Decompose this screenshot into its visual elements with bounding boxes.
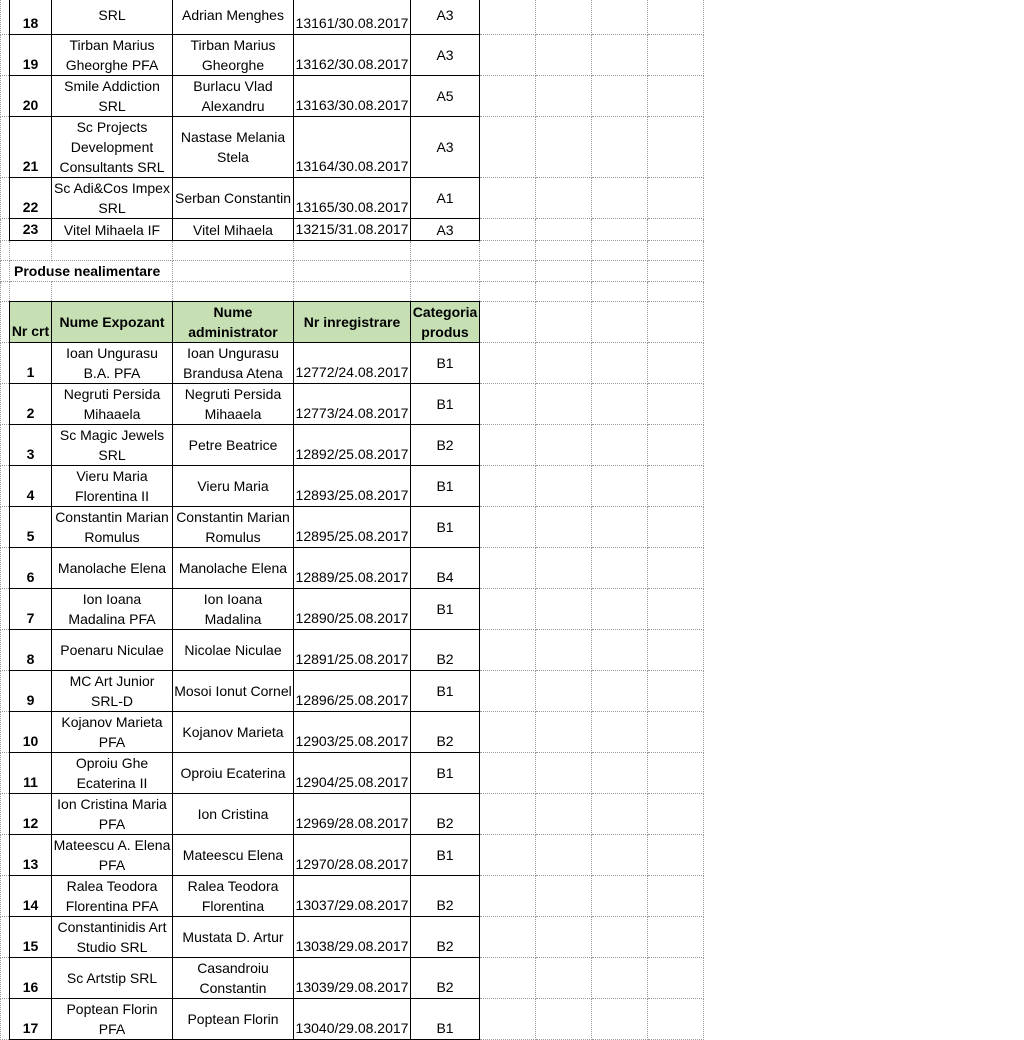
empty-cell xyxy=(592,671,648,712)
admin-cell: Petre Beatrice xyxy=(173,425,294,466)
admin-cell: Manolache Elena xyxy=(173,548,294,589)
empty-cell xyxy=(648,876,704,917)
empty-cell xyxy=(411,261,480,282)
category-cell: A3 xyxy=(411,0,480,35)
empty-cell xyxy=(592,712,648,753)
table-row xyxy=(1,219,704,241)
empty-cell xyxy=(592,302,648,343)
empty-cell xyxy=(480,178,536,219)
reg-cell: 12969/28.08.2017 xyxy=(294,794,411,835)
margin-cell xyxy=(1,712,10,753)
nr-cell: 6 xyxy=(10,548,52,589)
admin-cell: Tirban Marius Gheorghe xyxy=(173,35,294,76)
admin-cell: Poptean Florin xyxy=(173,999,294,1040)
empty-cell xyxy=(294,261,411,282)
empty-cell xyxy=(592,178,648,219)
empty-cell xyxy=(173,261,294,282)
nr-cell: 19 xyxy=(10,35,52,76)
empty-cell xyxy=(480,466,536,507)
empty-cell xyxy=(536,958,592,999)
table-row xyxy=(1,35,704,76)
empty-cell xyxy=(648,282,704,302)
nr-cell: 17 xyxy=(10,999,52,1040)
reg-cell: 12889/25.08.2017 xyxy=(294,548,411,589)
table-row xyxy=(1,548,704,589)
nr-cell: 15 xyxy=(10,917,52,958)
empty-cell xyxy=(536,712,592,753)
reg-cell: 12893/25.08.2017 xyxy=(294,466,411,507)
table-row xyxy=(1,917,704,958)
reg-cell: 13039/29.08.2017 xyxy=(294,958,411,999)
margin-cell xyxy=(1,753,10,794)
spacer-row xyxy=(1,241,704,261)
empty-cell xyxy=(536,671,592,712)
margin-cell xyxy=(1,425,10,466)
empty-cell xyxy=(648,0,704,35)
empty-cell xyxy=(480,302,536,343)
margin-cell xyxy=(1,589,10,630)
reg-cell: 13040/29.08.2017 xyxy=(294,999,411,1040)
reg-cell: 12892/25.08.2017 xyxy=(294,425,411,466)
empty-cell xyxy=(648,76,704,117)
expozant-cell: Sc Artstip SRL xyxy=(52,958,173,999)
table-row xyxy=(1,630,704,671)
admin-cell: Vieru Maria xyxy=(173,466,294,507)
table-row xyxy=(1,343,704,384)
empty-cell xyxy=(648,466,704,507)
empty-cell xyxy=(10,241,52,261)
admin-cell: Nicolae Niculae xyxy=(173,630,294,671)
nr-cell: 23 xyxy=(10,219,52,241)
empty-cell xyxy=(536,835,592,876)
empty-cell xyxy=(648,630,704,671)
table-row xyxy=(1,178,704,219)
expozant-cell: SRL xyxy=(52,0,173,35)
expozant-cell: Constantinidis Art Studio SRL xyxy=(52,917,173,958)
empty-cell xyxy=(536,548,592,589)
table-row xyxy=(1,384,704,425)
category-cell: A3 xyxy=(411,117,480,178)
table-row xyxy=(1,117,704,178)
admin-cell: Mosoi Ionut Cornel xyxy=(173,671,294,712)
header-reg: Nr inregistrare xyxy=(294,302,411,343)
empty-cell xyxy=(592,219,648,241)
nr-cell: 7 xyxy=(10,589,52,630)
empty-cell xyxy=(536,466,592,507)
empty-cell xyxy=(592,384,648,425)
table-row xyxy=(1,958,704,999)
empty-cell xyxy=(592,999,648,1040)
empty-cell xyxy=(411,241,480,261)
empty-cell xyxy=(480,876,536,917)
category-cell: A3 xyxy=(411,219,480,241)
margin-cell xyxy=(1,343,10,384)
admin-cell: Nastase Melania Stela xyxy=(173,117,294,178)
empty-cell xyxy=(536,35,592,76)
empty-cell xyxy=(10,282,52,302)
header-expozant: Nume Expozant xyxy=(52,302,173,343)
empty-cell xyxy=(480,282,536,302)
empty-cell xyxy=(536,794,592,835)
empty-cell xyxy=(592,261,648,282)
margin-cell xyxy=(1,958,10,999)
margin-cell xyxy=(1,794,10,835)
table-row xyxy=(1,712,704,753)
section-row xyxy=(1,261,704,282)
reg-cell: 12970/28.08.2017 xyxy=(294,835,411,876)
margin-cell xyxy=(1,261,10,282)
margin-cell xyxy=(1,466,10,507)
category-cell: B2 xyxy=(411,794,480,835)
nr-cell: 20 xyxy=(10,76,52,117)
admin-cell: Negruti Persida Mihaaela xyxy=(173,384,294,425)
nr-cell: 14 xyxy=(10,876,52,917)
empty-cell xyxy=(480,35,536,76)
admin-cell: Constantin Marian Romulus xyxy=(173,507,294,548)
empty-cell xyxy=(536,343,592,384)
margin-cell xyxy=(1,917,10,958)
empty-cell xyxy=(480,343,536,384)
expozant-cell: Vieru Maria Florentina II xyxy=(52,466,173,507)
header-admin: Nume administrator xyxy=(173,302,294,343)
admin-cell: Ioan Ungurasu Brandusa Atena xyxy=(173,343,294,384)
empty-cell xyxy=(536,917,592,958)
empty-cell xyxy=(480,630,536,671)
empty-cell xyxy=(411,282,480,302)
empty-cell xyxy=(536,589,592,630)
nr-cell: 21 xyxy=(10,117,52,178)
empty-cell xyxy=(536,76,592,117)
reg-cell: 12904/25.08.2017 xyxy=(294,753,411,794)
admin-cell: Adrian Menghes xyxy=(173,0,294,35)
reg-cell: 12891/25.08.2017 xyxy=(294,630,411,671)
table-row xyxy=(1,835,704,876)
empty-cell xyxy=(592,958,648,999)
empty-cell xyxy=(592,0,648,35)
table-row xyxy=(1,425,704,466)
admin-cell: Kojanov Marieta xyxy=(173,712,294,753)
margin-cell xyxy=(1,999,10,1040)
empty-cell xyxy=(648,671,704,712)
nr-cell: 4 xyxy=(10,466,52,507)
expozant-cell: Kojanov Marieta PFA xyxy=(52,712,173,753)
expozant-cell: Ralea Teodora Florentina PFA xyxy=(52,876,173,917)
empty-cell xyxy=(648,794,704,835)
empty-cell xyxy=(648,548,704,589)
reg-cell: 13215/31.08.2017 xyxy=(294,219,411,241)
expozant-cell: Sc Adi&Cos Impex SRL xyxy=(52,178,173,219)
category-cell: B1 xyxy=(411,671,480,712)
empty-cell xyxy=(536,507,592,548)
category-cell: B2 xyxy=(411,425,480,466)
empty-cell xyxy=(592,466,648,507)
empty-cell xyxy=(592,117,648,178)
reg-cell: 12895/25.08.2017 xyxy=(294,507,411,548)
empty-cell xyxy=(592,589,648,630)
empty-cell xyxy=(480,117,536,178)
empty-cell xyxy=(648,261,704,282)
empty-cell xyxy=(294,241,411,261)
expozant-cell: Mateescu A. Elena PFA xyxy=(52,835,173,876)
table-row xyxy=(1,876,704,917)
empty-cell xyxy=(480,753,536,794)
category-cell: B1 xyxy=(411,466,480,507)
empty-cell xyxy=(648,219,704,241)
empty-cell xyxy=(536,219,592,241)
margin-cell xyxy=(1,384,10,425)
empty-cell xyxy=(480,507,536,548)
empty-cell xyxy=(648,35,704,76)
margin-cell xyxy=(1,178,10,219)
admin-cell: Ion Cristina xyxy=(173,794,294,835)
expozant-cell: MC Art Junior SRL-D xyxy=(52,671,173,712)
admin-cell: Casandroiu Constantin xyxy=(173,958,294,999)
category-cell: B2 xyxy=(411,876,480,917)
empty-cell xyxy=(536,282,592,302)
nr-cell: 3 xyxy=(10,425,52,466)
margin-cell xyxy=(1,35,10,76)
empty-cell xyxy=(480,958,536,999)
admin-cell: Ion Ioana Madalina xyxy=(173,589,294,630)
empty-cell xyxy=(480,917,536,958)
category-cell: B2 xyxy=(411,917,480,958)
empty-cell xyxy=(480,671,536,712)
empty-cell xyxy=(1,241,10,261)
empty-cell xyxy=(592,282,648,302)
category-cell: A1 xyxy=(411,178,480,219)
empty-cell xyxy=(648,425,704,466)
reg-cell: 13162/30.08.2017 xyxy=(294,35,411,76)
category-cell: B1 xyxy=(411,835,480,876)
spacer-row xyxy=(1,282,704,302)
reg-cell: 12890/25.08.2017 xyxy=(294,589,411,630)
table-row xyxy=(1,794,704,835)
empty-cell xyxy=(536,876,592,917)
empty-cell xyxy=(592,343,648,384)
empty-cell xyxy=(592,876,648,917)
reg-cell: 13161/30.08.2017 xyxy=(294,0,411,35)
admin-cell: Burlacu Vlad Alexandru xyxy=(173,76,294,117)
expozant-cell: Sc Magic Jewels SRL xyxy=(52,425,173,466)
header-nr: Nr crt xyxy=(10,302,52,343)
reg-cell: 13037/29.08.2017 xyxy=(294,876,411,917)
empty-cell xyxy=(592,507,648,548)
expozant-cell: Poenaru Niculae xyxy=(52,630,173,671)
empty-cell xyxy=(592,425,648,466)
empty-cell xyxy=(648,343,704,384)
expozant-cell: Ioan Ungurasu B.A. PFA xyxy=(52,343,173,384)
empty-cell xyxy=(648,302,704,343)
empty-cell xyxy=(536,0,592,35)
nr-cell: 9 xyxy=(10,671,52,712)
margin-cell xyxy=(1,835,10,876)
nr-cell: 8 xyxy=(10,630,52,671)
table-row xyxy=(1,507,704,548)
nr-cell: 16 xyxy=(10,958,52,999)
empty-cell xyxy=(536,117,592,178)
expozant-cell: Smile Addiction SRL xyxy=(52,76,173,117)
empty-cell xyxy=(52,282,173,302)
empty-cell xyxy=(536,178,592,219)
margin-cell xyxy=(1,117,10,178)
empty-cell xyxy=(294,282,411,302)
empty-cell xyxy=(536,261,592,282)
expozant-cell: Ion Cristina Maria PFA xyxy=(52,794,173,835)
expozant-cell: Ion Ioana Madalina PFA xyxy=(52,589,173,630)
admin-cell: Vitel Mihaela xyxy=(173,219,294,241)
empty-cell xyxy=(648,958,704,999)
empty-cell xyxy=(648,178,704,219)
margin-cell xyxy=(1,630,10,671)
empty-cell xyxy=(592,630,648,671)
reg-cell: 12773/24.08.2017 xyxy=(294,384,411,425)
margin-cell xyxy=(1,507,10,548)
empty-cell xyxy=(480,219,536,241)
category-cell: B2 xyxy=(411,712,480,753)
reg-cell: 13163/30.08.2017 xyxy=(294,76,411,117)
empty-cell xyxy=(536,302,592,343)
empty-cell xyxy=(648,917,704,958)
category-cell: B1 xyxy=(411,343,480,384)
margin-cell xyxy=(1,76,10,117)
reg-cell: 12772/24.08.2017 xyxy=(294,343,411,384)
empty-cell xyxy=(480,794,536,835)
category-cell: B2 xyxy=(411,630,480,671)
empty-cell xyxy=(648,835,704,876)
empty-cell xyxy=(592,548,648,589)
admin-cell: Mateescu Elena xyxy=(173,835,294,876)
expozant-cell: Sc Projects Development Consultants SRL xyxy=(52,117,173,178)
empty-cell xyxy=(1,282,10,302)
empty-cell xyxy=(480,999,536,1040)
expozant-cell: Vitel Mihaela IF xyxy=(52,219,173,241)
empty-cell xyxy=(648,999,704,1040)
empty-cell xyxy=(648,241,704,261)
table-row xyxy=(1,0,704,35)
table-row xyxy=(1,671,704,712)
empty-cell xyxy=(592,753,648,794)
empty-cell xyxy=(173,282,294,302)
margin-cell xyxy=(1,671,10,712)
reg-cell: 13038/29.08.2017 xyxy=(294,917,411,958)
nr-cell: 12 xyxy=(10,794,52,835)
category-cell: B1 xyxy=(411,507,480,548)
empty-cell xyxy=(536,425,592,466)
nr-cell: 13 xyxy=(10,835,52,876)
nr-cell: 5 xyxy=(10,507,52,548)
empty-cell xyxy=(592,917,648,958)
category-cell: B1 xyxy=(411,589,480,630)
expozant-cell: Poptean Florin PFA xyxy=(52,999,173,1040)
empty-cell xyxy=(648,384,704,425)
category-cell: A5 xyxy=(411,76,480,117)
expozant-cell: Negruti Persida Mihaaela xyxy=(52,384,173,425)
category-cell: B1 xyxy=(411,753,480,794)
header-cat: Categoria produs xyxy=(411,302,480,343)
admin-cell: Serban Constantin xyxy=(173,178,294,219)
nr-cell: 2 xyxy=(10,384,52,425)
category-cell: A3 xyxy=(411,35,480,76)
table-row xyxy=(1,999,704,1040)
category-cell: B1 xyxy=(411,999,480,1040)
empty-cell xyxy=(592,35,648,76)
empty-cell xyxy=(480,261,536,282)
empty-cell xyxy=(592,241,648,261)
empty-cell xyxy=(480,835,536,876)
empty-cell xyxy=(480,548,536,589)
empty-cell xyxy=(52,241,173,261)
table-row xyxy=(1,589,704,630)
empty-cell xyxy=(592,835,648,876)
empty-cell xyxy=(536,384,592,425)
empty-cell xyxy=(648,117,704,178)
reg-cell: 12903/25.08.2017 xyxy=(294,712,411,753)
empty-cell xyxy=(648,753,704,794)
expozant-cell: Manolache Elena xyxy=(52,548,173,589)
reg-cell: 12896/25.08.2017 xyxy=(294,671,411,712)
empty-cell xyxy=(536,241,592,261)
empty-cell xyxy=(648,507,704,548)
admin-cell: Mustata D. Artur xyxy=(173,917,294,958)
nr-cell: 18 xyxy=(10,0,52,35)
margin-cell xyxy=(1,876,10,917)
nr-cell: 22 xyxy=(10,178,52,219)
nr-cell: 11 xyxy=(10,753,52,794)
category-cell: B1 xyxy=(411,384,480,425)
margin-cell xyxy=(1,219,10,241)
empty-cell xyxy=(480,76,536,117)
empty-cell xyxy=(173,241,294,261)
empty-cell xyxy=(480,589,536,630)
empty-cell xyxy=(592,794,648,835)
empty-cell xyxy=(648,712,704,753)
empty-cell xyxy=(536,753,592,794)
nr-cell: 1 xyxy=(10,343,52,384)
header-row xyxy=(1,302,704,343)
expozant-cell: Tirban Marius Gheorghe PFA xyxy=(52,35,173,76)
margin-cell xyxy=(1,0,10,35)
empty-cell xyxy=(480,241,536,261)
empty-cell xyxy=(648,589,704,630)
reg-cell: 13164/30.08.2017 xyxy=(294,117,411,178)
reg-cell: 13165/30.08.2017 xyxy=(294,178,411,219)
table-body xyxy=(1,0,704,1040)
empty-cell xyxy=(480,384,536,425)
empty-cell xyxy=(480,0,536,35)
admin-cell: Ralea Teodora Florentina xyxy=(173,876,294,917)
table-row xyxy=(1,753,704,794)
margin-cell xyxy=(1,302,10,343)
category-cell: B2 xyxy=(411,958,480,999)
section-title: Produse nealimentare xyxy=(10,261,173,282)
expozant-cell: Oproiu Ghe Ecaterina II xyxy=(52,753,173,794)
nr-cell: 10 xyxy=(10,712,52,753)
empty-cell xyxy=(536,999,592,1040)
table-row xyxy=(1,466,704,507)
empty-cell xyxy=(592,76,648,117)
empty-cell xyxy=(480,712,536,753)
table-row xyxy=(1,76,704,117)
admin-cell: Oproiu Ecaterina xyxy=(173,753,294,794)
margin-cell xyxy=(1,548,10,589)
empty-cell xyxy=(480,425,536,466)
expozant-cell: Constantin Marian Romulus xyxy=(52,507,173,548)
category-cell: B4 xyxy=(411,548,480,589)
empty-cell xyxy=(536,630,592,671)
